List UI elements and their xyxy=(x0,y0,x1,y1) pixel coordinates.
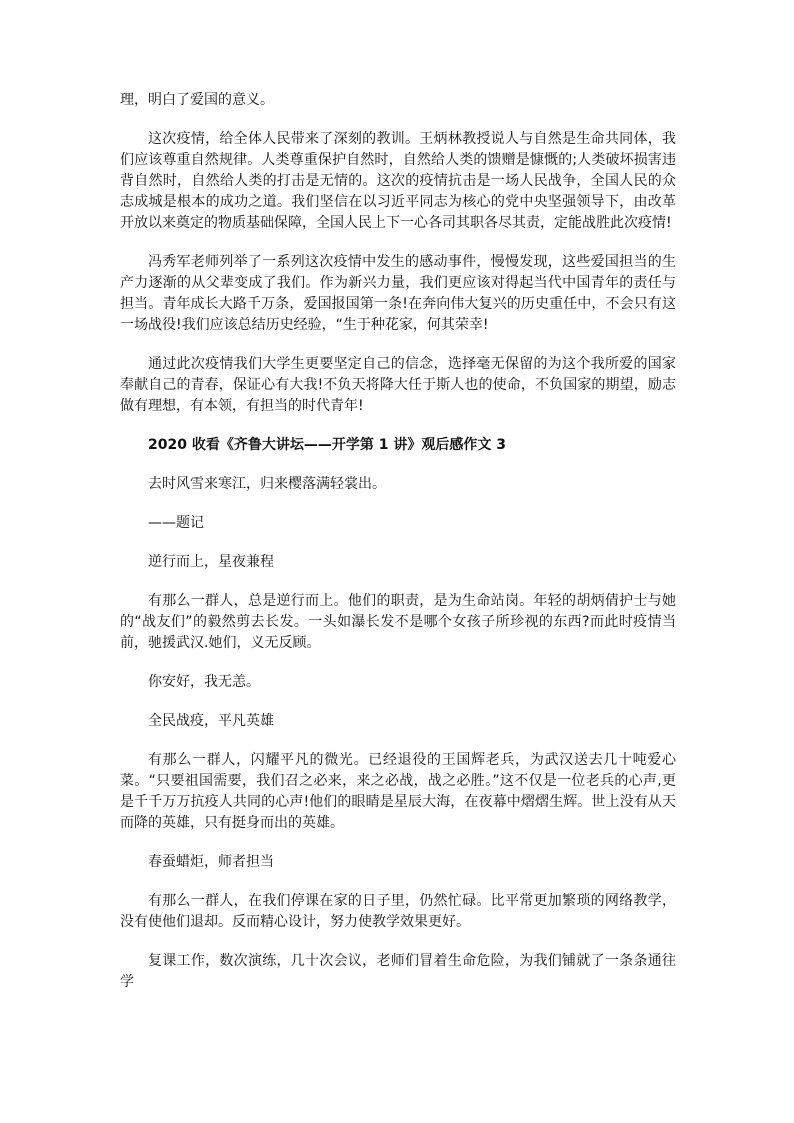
essay-heading: 2020 收看《齐鲁大讲坛——开学第 1 讲》观后感作文 3 xyxy=(148,437,506,453)
paragraph-epidemic-lesson: 这次疫情，给全体人民带来了深刻的教训。王炳林教授说人与自然是生命共同体，我们应该尊重自然规律。人类尊重保护自然时，自然给人类的馈赠是慷慨的;人类破坏损害违背自然时，自然给人类的打击是无情的。这次的疫情抗击是一场人民战争，全国人民的众志成城是根本的成功之道。我们坚信在以习近平同志为核心的党中央坚强领导下，由改革开放以来奠定的物质基础保障，全国人民上下一心各司其职各尽其责，定能战胜此次疫情! xyxy=(120,131,676,231)
paragraph-student-belief: 通过此次疫情我们大学生更要坚定自己的信念，选择毫无保留的为这个我所爱的国家奉献自己的青春，保证心有大我!不负天将降大任于斯人也的使命，不负国家的期望，励志做有理想，有本领，有担当的时代青年! xyxy=(120,356,676,414)
section-heading-teachers: 春蚕蜡炬，师者担当 xyxy=(148,854,274,870)
epigraph-line: 去时风雪来寒江，归来樱落满轻裳出。 xyxy=(148,476,386,492)
section-heading-ordinary-heroes: 全民战疫，平凡英雄 xyxy=(148,713,274,729)
document-body xyxy=(120,90,676,1011)
paragraph-continuation: 理，明白了爱国的意义。 xyxy=(120,92,274,108)
paragraph-online-teaching: 有那么一群人，在我们停课在家的日子里，仍然忙碌。比平常更加繁琐的网络教学，没有使他们退却。反而精心设计，努力使教学效果更好。 xyxy=(120,893,676,930)
epigraph-source: ——题记 xyxy=(148,515,204,531)
section-heading-retrograde: 逆行而上，星夜兼程 xyxy=(148,554,274,570)
paragraph-nurses: 有那么一群人，总是逆行而上。他们的职责，是为生命站岗。年轻的胡炳倩护士与她的“战友们”的毅然剪去长发。一头如瀑长发不是哪个女孩子所珍视的东西?而此时疫情当前，驰援武汉.她们，义无反顾。 xyxy=(120,593,676,651)
paragraph-youth-responsibility: 冯秀军老师列举了一系列这次疫情中发生的感动事件，慢慢发现，这些爱国担当的生产力逐渐的从父辈变成了我们。作为新兴力量，我们更应该对得起当代中国青年的责任与担当。青年成长大路千万条，爱国报国第一条!在奔向伟大复兴的历史重任中，不会只有这一场战役!我们应该总结历史经验，“生于种花家，何其荣幸! xyxy=(120,254,676,333)
paragraph-veteran: 有那么一群人，闪耀平凡的微光。已经退役的王国辉老兵，为武汉送去几十吨爱心菜。“只要祖国需要，我们召之必来，来之必战，战之必胜。”这不仅是一位老兵的心声,更是千千万万抗疫人共同的心声!他们的眼睛是星辰大海，在夜幕中熠熠生辉。世上没有从天而降的英雄，只有挺身而出的英雄。 xyxy=(120,752,676,831)
paragraph-safe-well: 你安好，我无恙。 xyxy=(148,674,260,690)
paragraph-school-reopening: 复课工作，数次演练，几十次会议，老师们冒着生命危险，为我们铺就了一条条通往学 xyxy=(120,953,676,990)
